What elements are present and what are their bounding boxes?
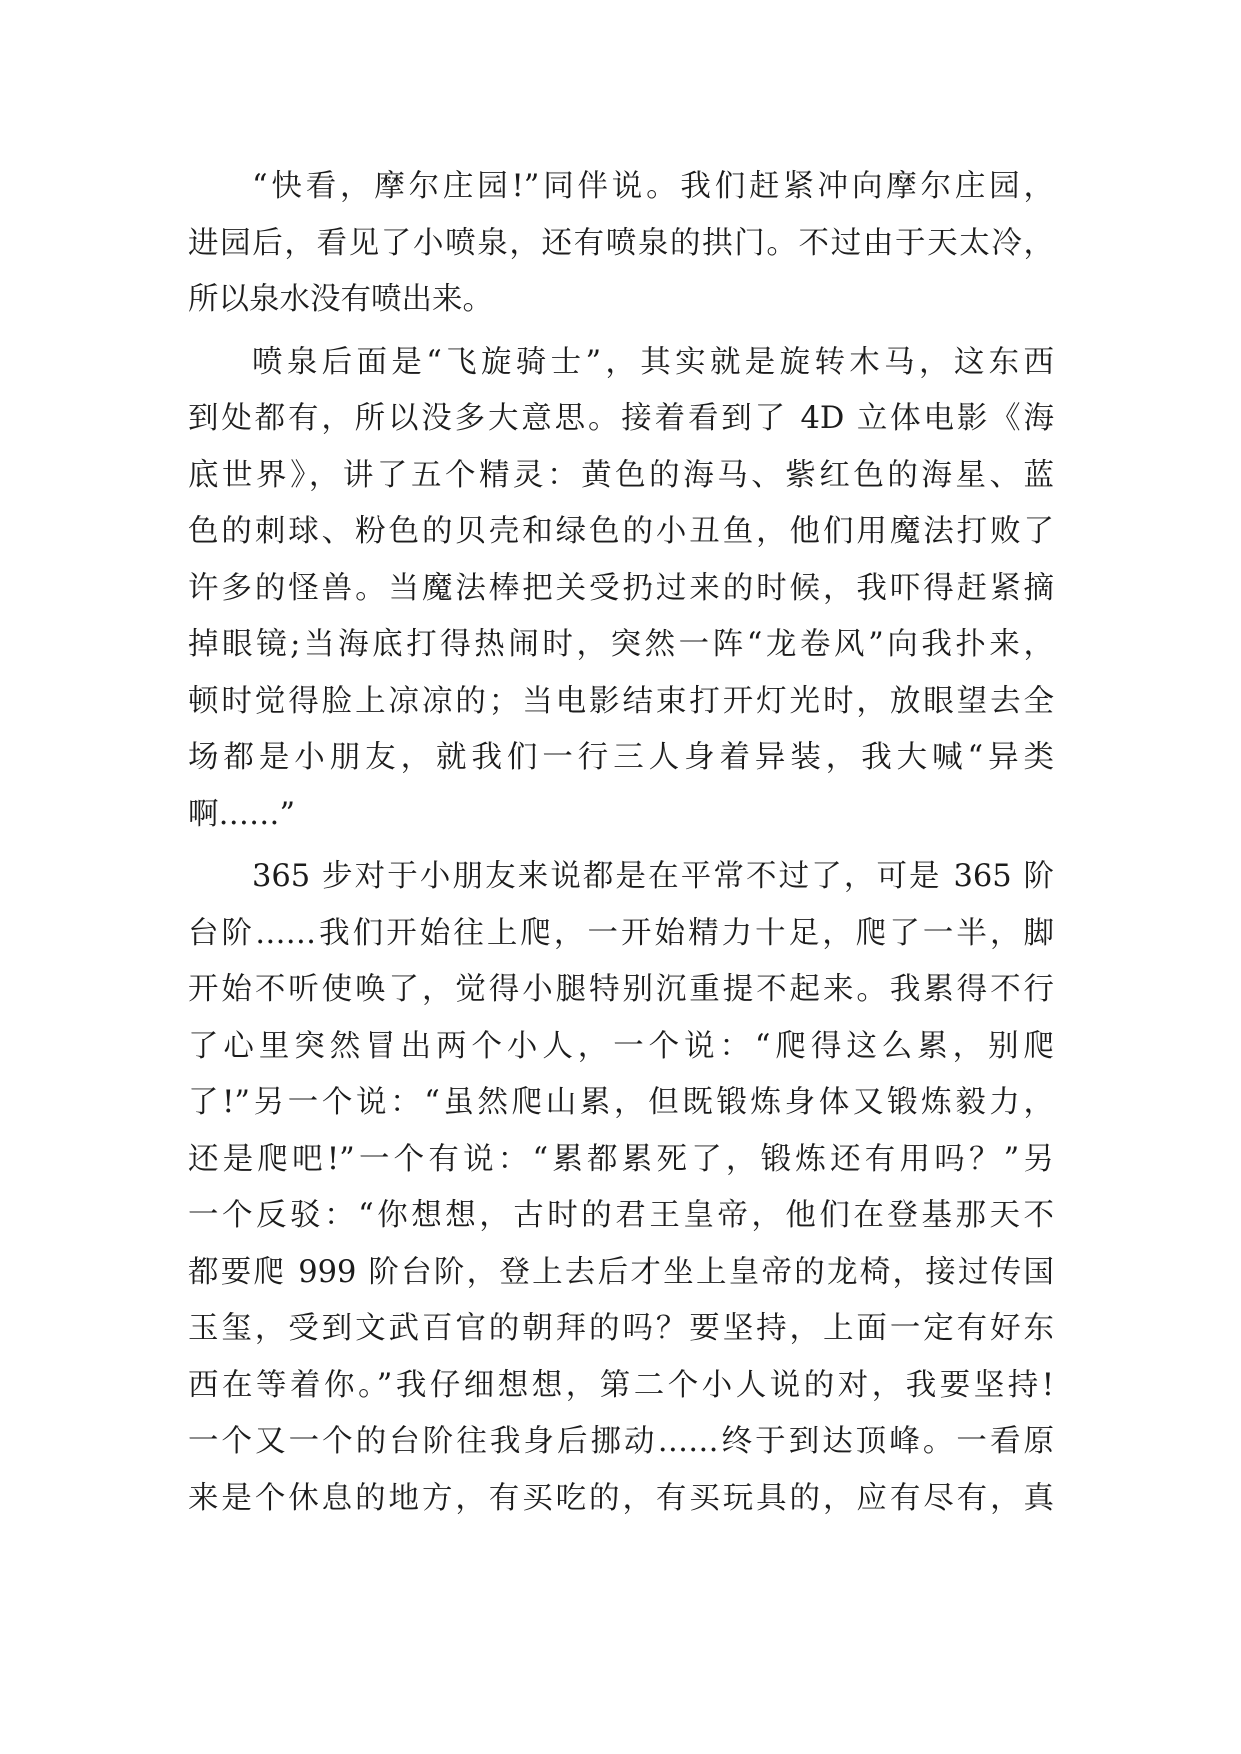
text-line: 底世界》，讲了五个精灵：黄色的海马、紫红色的海星、蓝 (188, 457, 1054, 493)
text-line: 还是爬吧!”一个有说：“累都累死了，锻炼还有用吗？”另 (188, 1141, 1054, 1177)
text-line: 所以泉水没有喷出来。 (188, 282, 493, 317)
text-line: 进园后，看见了小喷泉，还有喷泉的拱门。不过由于天太冷， (188, 225, 1054, 261)
text-line: 开始不听使唤了，觉得小腿特别沉重提不起来。我累得不行 (188, 972, 1054, 1007)
text-line: 365 步对于小朋友来说都是在平常不过了，可是 365 阶 (252, 859, 1054, 894)
text-line: 一个又一个的台阶往我身后挪动……终于到达顶峰。一看原 (188, 1424, 1054, 1459)
text-line: 台阶……我们开始往上爬，一开始精力十足，爬了一半，脚 (188, 915, 1054, 951)
text-line: 都要爬 999 阶台阶，登上去后才坐上皇帝的龙椅，接过传国 (188, 1254, 1054, 1290)
paragraph-1 (188, 159, 1054, 329)
text-line: 掉眼镜;当海底打得热闹时，突然一阵“龙卷风”向我扑来， (188, 627, 1054, 662)
paragraph-2 (188, 335, 1054, 844)
paragraph-3 (188, 849, 1054, 1527)
text-line: 顿时觉得脸上凉凉的；当电影结束打开灯光时，放眼望去全 (188, 683, 1054, 719)
text-line: 了心里突然冒出两个小人，一个说：“爬得这么累，别爬 (188, 1028, 1054, 1064)
text-line: 许多的怪兽。当魔法棒把关受扔过来的时候，我吓得赶紧摘 (188, 570, 1054, 606)
text-line: 玉玺，受到文武百官的朝拜的吗？要坚持，上面一定有好东 (188, 1311, 1054, 1346)
text-line: 场都是小朋友，就我们一行三人身着异装，我大喊“异类 (188, 740, 1054, 775)
body-text (188, 159, 1054, 1527)
text-line: 一个反驳：“你想想，古时的君王皇帝，他们在登基那天不 (188, 1198, 1054, 1233)
text-line: 喷泉后面是“飞旋骑士”，其实就是旋转木马，这东西 (252, 344, 1054, 380)
text-line: 了!”另一个说：“虽然爬山累，但既锻炼身体又锻炼毅力， (188, 1085, 1054, 1120)
text-line: 色的刺球、粉色的贝壳和绿色的小丑鱼，他们用魔法打败了 (188, 514, 1054, 549)
text-line: “快看，摩尔庄园!”同伴说。我们赶紧冲向摩尔庄园， (252, 169, 1054, 204)
text-line: 到处都有，所以没多大意思。接着看到了 4D 立体电影《海 (188, 401, 1054, 436)
text-line: 啊……” (188, 796, 296, 832)
text-line: 来是个休息的地方，有买吃的，有买玩具的，应有尽有，真 (188, 1480, 1054, 1516)
text-line: 西在等着你。”我仔细想想，第二个小人说的对，我要坚持! (188, 1367, 1054, 1403)
